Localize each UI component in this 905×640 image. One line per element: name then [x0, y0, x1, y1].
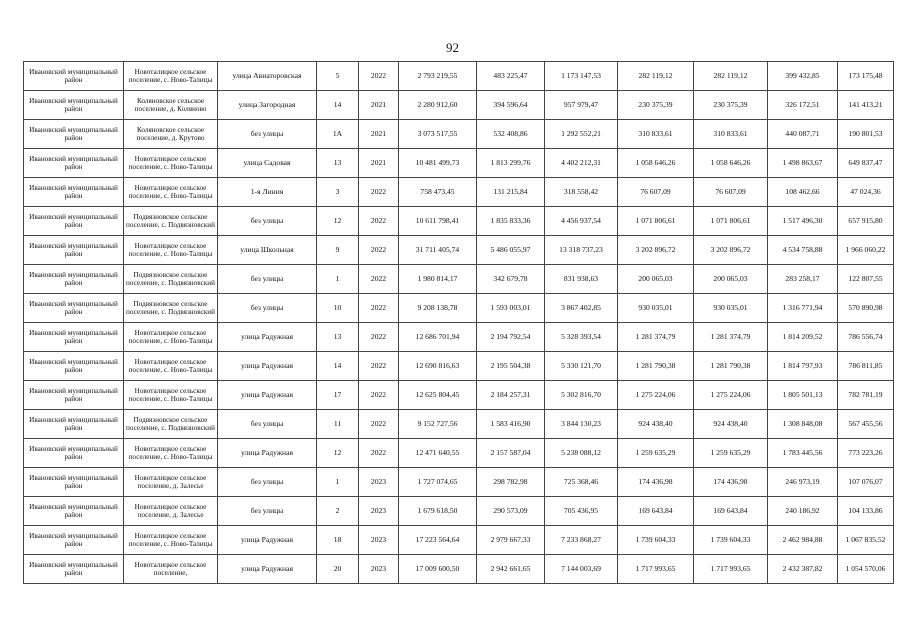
year-cell: 2021: [359, 120, 399, 149]
district-cell: Ивановский муниципальный район: [24, 62, 124, 91]
street-cell: улица Школьная: [218, 236, 317, 265]
amount-4-cell: 76 607,09: [618, 178, 694, 207]
settlement-cell: Подвязновское сельское поселение, с. Подвязновский: [124, 207, 218, 236]
amount-2-cell: 290 573,09: [477, 497, 545, 526]
settlement-cell: Новоталицкое сельское поселение,: [124, 555, 218, 584]
amount-5-cell: 1 717 993,65: [694, 555, 768, 584]
amount-5-cell: 1 058 646,26: [694, 149, 768, 178]
house-number-cell: 1: [317, 265, 359, 294]
amount-3-cell: 13 318 737,23: [545, 236, 618, 265]
total-cost-cell: 2 280 912,60: [399, 91, 477, 120]
street-cell: улица Радужная: [218, 555, 317, 584]
amount-7-cell: 786 811,85: [838, 352, 894, 381]
street-cell: улица Радужная: [218, 526, 317, 555]
house-number-cell: 17: [317, 381, 359, 410]
amount-6-cell: 1 498 863,67: [768, 149, 838, 178]
settlement-cell: Новоталицкое сельское поселение, с. Ново-Талицы: [124, 323, 218, 352]
amount-4-cell: 1 739 604,33: [618, 526, 694, 555]
amount-4-cell: 200 065,03: [618, 265, 694, 294]
amount-7-cell: 567 455,56: [838, 410, 894, 439]
street-cell: без улицы: [218, 120, 317, 149]
total-cost-cell: 10 611 798,41: [399, 207, 477, 236]
amount-3-cell: 5 302 816,70: [545, 381, 618, 410]
amount-7-cell: 1 966 060,22: [838, 236, 894, 265]
district-cell: Ивановский муниципальный район: [24, 207, 124, 236]
total-cost-cell: 1 679 618,50: [399, 497, 477, 526]
table-row: [24, 91, 894, 120]
amount-7-cell: 782 781,19: [838, 381, 894, 410]
year-cell: 2022: [359, 236, 399, 265]
amount-6-cell: 246 973,19: [768, 468, 838, 497]
district-cell: Ивановский муниципальный район: [24, 352, 124, 381]
amount-3-cell: 3 867 402,85: [545, 294, 618, 323]
amount-3-cell: 957 979,47: [545, 91, 618, 120]
amount-5-cell: 1 275 224,06: [694, 381, 768, 410]
amount-5-cell: 174 436,98: [694, 468, 768, 497]
year-cell: 2021: [359, 149, 399, 178]
table-row: [24, 352, 894, 381]
table-row: [24, 294, 894, 323]
district-cell: Ивановский муниципальный район: [24, 381, 124, 410]
amount-5-cell: 169 643,84: [694, 497, 768, 526]
amount-5-cell: 76 607,09: [694, 178, 768, 207]
amount-3-cell: 1 173 147,53: [545, 62, 618, 91]
amount-5-cell: 1 281 790,38: [694, 352, 768, 381]
amount-2-cell: 1 583 416,90: [477, 410, 545, 439]
amount-4-cell: 930 035,01: [618, 294, 694, 323]
total-cost-cell: 9 208 138,78: [399, 294, 477, 323]
amount-2-cell: 394 596,64: [477, 91, 545, 120]
year-cell: 2022: [359, 207, 399, 236]
amount-7-cell: 104 133,86: [838, 497, 894, 526]
amount-6-cell: 399 432,85: [768, 62, 838, 91]
amount-5-cell: 3 202 896,72: [694, 236, 768, 265]
amount-3-cell: 5 330 121,70: [545, 352, 618, 381]
amount-7-cell: 107 076,07: [838, 468, 894, 497]
table-row: [24, 207, 894, 236]
year-cell: 2022: [359, 410, 399, 439]
house-number-cell: 20: [317, 555, 359, 584]
amount-6-cell: 240 186,92: [768, 497, 838, 526]
page-number: 92: [446, 40, 459, 55]
amount-2-cell: 532 408,86: [477, 120, 545, 149]
settlement-cell: Новоталицкое сельское поселение, с. Ново-Талицы: [124, 381, 218, 410]
amount-5-cell: 924 438,40: [694, 410, 768, 439]
amount-5-cell: 1 071 806,61: [694, 207, 768, 236]
district-cell: Ивановский муниципальный район: [24, 265, 124, 294]
table-row: [24, 62, 894, 91]
table-row: [24, 555, 894, 584]
street-cell: улица Радужная: [218, 439, 317, 468]
street-cell: улица Радужная: [218, 323, 317, 352]
amount-4-cell: 174 436,98: [618, 468, 694, 497]
amount-4-cell: 282 119,12: [618, 62, 694, 91]
total-cost-cell: 12 471 640,55: [399, 439, 477, 468]
settlement-cell: Новоталицкое сельское поселение, с. Ново-Талицы: [124, 526, 218, 555]
amount-3-cell: 7 144 003,69: [545, 555, 618, 584]
house-number-cell: 12: [317, 439, 359, 468]
amount-5-cell: 310 833,61: [694, 120, 768, 149]
street-cell: без улицы: [218, 497, 317, 526]
district-cell: Ивановский муниципальный район: [24, 294, 124, 323]
house-number-cell: 9: [317, 236, 359, 265]
amount-3-cell: 831 938,63: [545, 265, 618, 294]
amount-6-cell: 283 258,17: [768, 265, 838, 294]
settlement-cell: Подвязновское сельское поселение, с. Подвязновский: [124, 265, 218, 294]
amount-5-cell: 200 065,03: [694, 265, 768, 294]
amount-7-cell: 1 054 570,06: [838, 555, 894, 584]
house-number-cell: 10: [317, 294, 359, 323]
amount-3-cell: 7 233 868,27: [545, 526, 618, 555]
amount-2-cell: 131 215,84: [477, 178, 545, 207]
amount-4-cell: 1 275 224,06: [618, 381, 694, 410]
amount-7-cell: 173 175,48: [838, 62, 894, 91]
amount-6-cell: 4 534 758,88: [768, 236, 838, 265]
amount-5-cell: 930 035,01: [694, 294, 768, 323]
total-cost-cell: 31 711 405,74: [399, 236, 477, 265]
table-row: [24, 381, 894, 410]
total-cost-cell: 10 481 499,73: [399, 149, 477, 178]
amount-7-cell: 657 915,80: [838, 207, 894, 236]
amount-4-cell: 1 281 790,38: [618, 352, 694, 381]
amount-7-cell: 786 556,74: [838, 323, 894, 352]
settlement-cell: Подвязновское сельское поселение, с. Подвязновский: [124, 294, 218, 323]
amount-2-cell: 2 194 792,54: [477, 323, 545, 352]
total-cost-cell: 9 152 727,56: [399, 410, 477, 439]
settlement-cell: Новоталицкое сельское поселение, с. Ново-Талицы: [124, 352, 218, 381]
amount-3-cell: 5 238 088,12: [545, 439, 618, 468]
amount-4-cell: 310 833,61: [618, 120, 694, 149]
amount-2-cell: 2 157 587,04: [477, 439, 545, 468]
street-cell: без улицы: [218, 410, 317, 439]
amount-6-cell: 1 517 496,30: [768, 207, 838, 236]
house-number-cell: 2: [317, 497, 359, 526]
house-number-cell: 13: [317, 149, 359, 178]
amount-3-cell: 705 436,95: [545, 497, 618, 526]
settlement-cell: Новоталицкое сельское поселение, д. Залесье: [124, 468, 218, 497]
amount-2-cell: 5 486 055,97: [477, 236, 545, 265]
year-cell: 2023: [359, 497, 399, 526]
table-row: [24, 497, 894, 526]
table-row: [24, 410, 894, 439]
district-cell: Ивановский муниципальный район: [24, 323, 124, 352]
district-cell: Ивановский муниципальный район: [24, 526, 124, 555]
settlement-cell: Новоталицкое сельское поселение, с. Ново-Талицы: [124, 439, 218, 468]
amount-2-cell: 1 813 299,76: [477, 149, 545, 178]
settlement-cell: Новоталицкое сельское поселение, д. Залесье: [124, 497, 218, 526]
table-row: [24, 236, 894, 265]
total-cost-cell: 1 980 814,17: [399, 265, 477, 294]
district-cell: Ивановский муниципальный район: [24, 120, 124, 149]
district-cell: Ивановский муниципальный район: [24, 149, 124, 178]
district-cell: Ивановский муниципальный район: [24, 91, 124, 120]
house-number-cell: 1: [317, 468, 359, 497]
table-row: [24, 439, 894, 468]
amount-6-cell: 1 783 445,56: [768, 439, 838, 468]
amount-2-cell: 1 835 833,36: [477, 207, 545, 236]
settlement-cell: Новоталицкое сельское поселение, с. Ново-Талицы: [124, 149, 218, 178]
amount-6-cell: 326 172,51: [768, 91, 838, 120]
year-cell: 2022: [359, 265, 399, 294]
amount-4-cell: 1 717 993,65: [618, 555, 694, 584]
amount-3-cell: 4 402 212,31: [545, 149, 618, 178]
amount-7-cell: 190 801,53: [838, 120, 894, 149]
total-cost-cell: 17 009 600,50: [399, 555, 477, 584]
total-cost-cell: 3 073 517,55: [399, 120, 477, 149]
amount-7-cell: 141 413,21: [838, 91, 894, 120]
street-cell: без улицы: [218, 265, 317, 294]
house-number-cell: 12: [317, 207, 359, 236]
table-row: [24, 323, 894, 352]
amount-5-cell: 1 281 374,79: [694, 323, 768, 352]
district-cell: Ивановский муниципальный район: [24, 439, 124, 468]
amount-3-cell: 725 368,46: [545, 468, 618, 497]
amount-4-cell: 1 281 374,79: [618, 323, 694, 352]
settlement-cell: Новоталицкое сельское поселение, с. Ново-Талицы: [124, 62, 218, 91]
house-number-cell: 5: [317, 62, 359, 91]
street-cell: без улицы: [218, 207, 317, 236]
table-row: [24, 149, 894, 178]
house-number-cell: 13: [317, 323, 359, 352]
amount-7-cell: 649 837,47: [838, 149, 894, 178]
year-cell: 2022: [359, 294, 399, 323]
year-cell: 2023: [359, 555, 399, 584]
district-cell: Ивановский муниципальный район: [24, 497, 124, 526]
district-cell: Ивановский муниципальный район: [24, 178, 124, 207]
year-cell: 2023: [359, 468, 399, 497]
amount-2-cell: 298 782,98: [477, 468, 545, 497]
table-row: [24, 178, 894, 207]
house-number-cell: 14: [317, 91, 359, 120]
amount-7-cell: 1 067 835,52: [838, 526, 894, 555]
total-cost-cell: 758 473,45: [399, 178, 477, 207]
street-cell: 1-я Линия: [218, 178, 317, 207]
amount-5-cell: 230 375,39: [694, 91, 768, 120]
year-cell: 2022: [359, 381, 399, 410]
amount-2-cell: 2 184 257,31: [477, 381, 545, 410]
table-row: [24, 526, 894, 555]
total-cost-cell: 12 686 701,94: [399, 323, 477, 352]
amount-7-cell: 570 890,98: [838, 294, 894, 323]
house-number-cell: 3: [317, 178, 359, 207]
amount-3-cell: 1 292 552,21: [545, 120, 618, 149]
house-number-cell: 11: [317, 410, 359, 439]
amount-3-cell: 4 456 937,54: [545, 207, 618, 236]
amount-7-cell: 122 807,55: [838, 265, 894, 294]
amount-4-cell: 1 259 635,29: [618, 439, 694, 468]
district-cell: Ивановский муниципальный район: [24, 468, 124, 497]
year-cell: 2022: [359, 62, 399, 91]
settlement-cell: Коляновское сельское поселение, д. Коляново: [124, 91, 218, 120]
total-cost-cell: 17 223 564,64: [399, 526, 477, 555]
amount-2-cell: 342 679,78: [477, 265, 545, 294]
district-cell: Ивановский муниципальный район: [24, 555, 124, 584]
amount-5-cell: 1 739 604,33: [694, 526, 768, 555]
amount-6-cell: 1 814 209,52: [768, 323, 838, 352]
year-cell: 2022: [359, 439, 399, 468]
amount-4-cell: 230 375,39: [618, 91, 694, 120]
table-row: [24, 265, 894, 294]
amount-3-cell: 5 328 393,54: [545, 323, 618, 352]
settlement-cell: Новоталицкое сельское поселение, с. Ново-Талицы: [124, 236, 218, 265]
amount-4-cell: 924 438,40: [618, 410, 694, 439]
year-cell: 2022: [359, 178, 399, 207]
settlement-cell: Новоталицкое сельское поселение, с. Ново-Талицы: [124, 178, 218, 207]
year-cell: 2021: [359, 91, 399, 120]
street-cell: без улицы: [218, 468, 317, 497]
table-row: [24, 120, 894, 149]
street-cell: улица Загородная: [218, 91, 317, 120]
total-cost-cell: 12 690 816,63: [399, 352, 477, 381]
amount-3-cell: 3 844 130,23: [545, 410, 618, 439]
street-cell: улица Авиаторовская: [218, 62, 317, 91]
total-cost-cell: 12 625 804,45: [399, 381, 477, 410]
district-cell: Ивановский муниципальный район: [24, 236, 124, 265]
amount-4-cell: 1 058 646,26: [618, 149, 694, 178]
total-cost-cell: 1 727 074,65: [399, 468, 477, 497]
amount-6-cell: 2 432 387,82: [768, 555, 838, 584]
amount-5-cell: 282 119,12: [694, 62, 768, 91]
house-number-cell: 14: [317, 352, 359, 381]
amount-2-cell: 2 942 661,65: [477, 555, 545, 584]
amount-7-cell: 47 024,36: [838, 178, 894, 207]
amount-3-cell: 318 558,42: [545, 178, 618, 207]
year-cell: 2022: [359, 352, 399, 381]
amount-6-cell: 1 308 848,08: [768, 410, 838, 439]
settlement-cell: Подвязновское сельское поселение, с. Подвязновский: [124, 410, 218, 439]
amount-6-cell: 108 462,66: [768, 178, 838, 207]
total-cost-cell: 2 793 219,55: [399, 62, 477, 91]
year-cell: 2023: [359, 526, 399, 555]
amount-6-cell: 440 087,71: [768, 120, 838, 149]
street-cell: улица Радужная: [218, 381, 317, 410]
settlement-cell: Коляновское сельское поселение, д. Крутово: [124, 120, 218, 149]
street-cell: без улицы: [218, 294, 317, 323]
table-row: [24, 468, 894, 497]
district-cell: Ивановский муниципальный район: [24, 410, 124, 439]
amount-6-cell: 1 814 797,93: [768, 352, 838, 381]
street-cell: улица Радужная: [218, 352, 317, 381]
amount-6-cell: 1 805 501,13: [768, 381, 838, 410]
amount-6-cell: 2 462 984,88: [768, 526, 838, 555]
amount-4-cell: 3 202 896,72: [618, 236, 694, 265]
amount-4-cell: 169 643,84: [618, 497, 694, 526]
year-cell: 2022: [359, 323, 399, 352]
amount-7-cell: 773 223,26: [838, 439, 894, 468]
street-cell: улица Садовая: [218, 149, 317, 178]
house-number-cell: 1А: [317, 120, 359, 149]
amount-2-cell: 2 979 667,33: [477, 526, 545, 555]
amount-6-cell: 1 316 771,94: [768, 294, 838, 323]
amount-2-cell: 2 195 504,38: [477, 352, 545, 381]
amount-5-cell: 1 259 635,29: [694, 439, 768, 468]
house-number-cell: 18: [317, 526, 359, 555]
amount-4-cell: 1 071 806,61: [618, 207, 694, 236]
amount-2-cell: 483 225,47: [477, 62, 545, 91]
amount-2-cell: 1 593 003,01: [477, 294, 545, 323]
housing-program-table: [23, 61, 894, 584]
